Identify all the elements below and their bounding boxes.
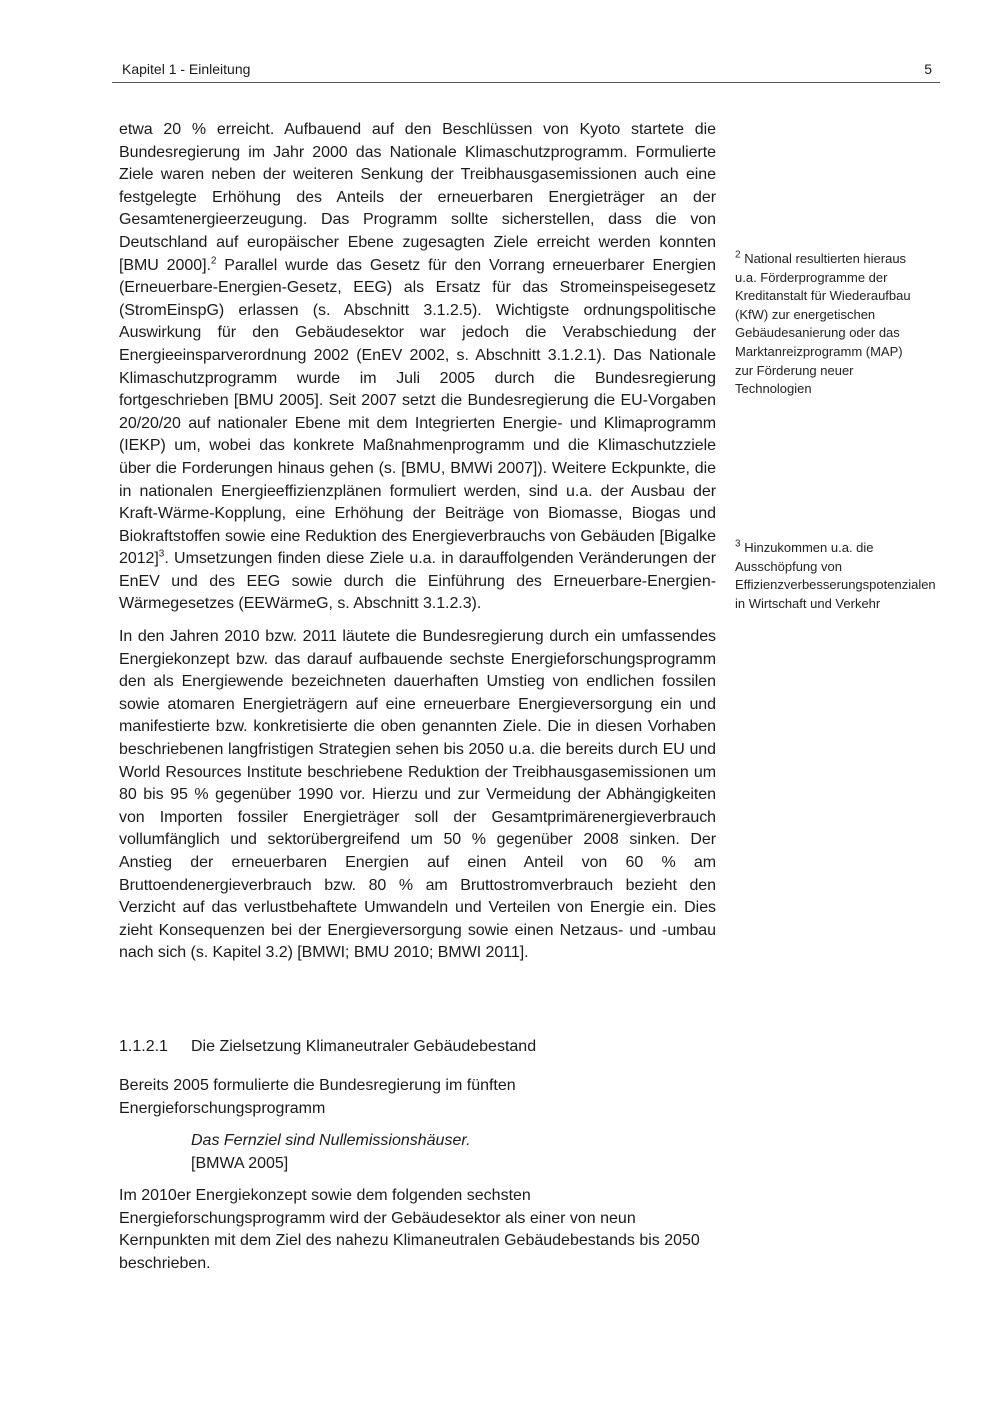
footnote-3-text: Hinzukommen u.a. die Ausschöpfung von Effizienzverbesserungspotenzialen in Wirtschaft und Verkehr [735, 540, 936, 611]
quote-text: Das Fernziel sind Nullemissionshäuser. [191, 1132, 471, 1149]
page-header [112, 60, 940, 84]
footnote-ref-2[interactable]: 2 [210, 255, 217, 267]
page-number: 5 [924, 61, 932, 77]
header-divider [112, 82, 940, 83]
footnote-ref-3[interactable]: 3 [158, 548, 165, 560]
paragraph-3: Bereits 2005 formulierte die Bundesregierung im fünften Energieforschungsprogramm [119, 1077, 516, 1117]
footnote-3-mark: 3 [735, 538, 741, 550]
paragraph-1-part-b: Parallel wurde das Gesetz für den Vorrang erneuerbarer Energien (Erneuerbare-Energien-Gesetz, EEG) als Ersatz für das Stromeinspeisegesetz (StromEinspG) erlassen (s. Abschnitt 3.1.2.5). Wichtigste ordnungspolitische Auswirkung für den Gebäudesektor war jedoch die Verabschiedung der Energieeinsparverordnung 2002 (EnEV 2002, s. Abschnitt 3.1.2.1). Das Nationale Klimaschutzprogramm wurde im Juli 2005 durch die Bundesregierung fortgeschrieben [BMU 2005]. Seit 2007 setzt die Bundesregierung die EU-Vorgaben 20/20/20 auf nationaler Ebene mit dem Integrierten Energie- und Klimaprogramm (IEKP) um, wobei das konkrete Maßnahmenprogramm und die Klimaschutzziele über die Forderungen hinaus gehen (s. [BMU, BMWi 2007]). Weitere Eckpunkte, die in nationalen Energieeffizienzplänen formuliert werden, sind u.a. der Ausbau der Kraft-Wärme-Kopplung, eine Erhöhung der Beiträge von Biomasse, Biogas und Biokraftstoffen sowie eine Reduktion des Energieverbrauchs von Gebäuden [Bigalke 2012] [119, 256, 716, 568]
footnote-3 [735, 538, 936, 613]
paragraph-1-part-c: . Umsetzungen finden diese Ziele u.a. in darauffolgenden Veränderungen der EnEV und des EEG sowie durch die Einführung des Erneuerbare-Energien-Wärmegesetzes (EEWärmeG, s. Abschnitt 3.1.2.3). [119, 550, 716, 613]
block-quote [191, 1130, 471, 1175]
quote-source: [BMWA 2005] [191, 1154, 289, 1172]
section-heading [119, 1036, 536, 1059]
footnote-2-text: National resultierten hieraus u.a. Förderprogramme der Kreditanstalt für Wiederaufbau (KfW) zur energetischen Gebäudesanierung oder das Marktanreizprogramm (MAP) zur Förderung neuer Technologien [735, 251, 911, 397]
main-text [119, 119, 716, 965]
paragraph-4: Im 2010er Energiekonzept sowie dem folgenden sechsten Energieforschungsprogramm wird der Gebäudesektor als einer von neun Kernpunkten mit dem Ziel des nahezu Klimaneutralen Gebäudebestands bis 2050 beschrieben. [119, 1187, 700, 1272]
paragraph-2: In den Jahren 2010 bzw. 2011 läutete die Bundesregierung durch ein umfassendes Energiekonzept bzw. das darauf aufbauende sechste Energieforschungsprogramm den als Energiewende bezeichneten dauerhaften Umstieg von endlichen fossilen sowie atomaren Energieträgern auf eine erneuerbare Energieversorgung ein und manifestierte bzw. konkretisierte die oben genannten Ziele. Die in diesen Vorhaben beschriebenen langfristigen Strategien sehen bis 2050 u.a. die bereits durch EU und World Resources Institute beschriebene Reduktion der Treibhausgasemissionen um 80 bis 95 % gegenüber 1990 vor. Hierzu und zur Vermeidung der Abhängigkeiten von Importen fossiler Energieträger soll der Gesamtprimärenergieverbrauch vollumfänglich und sektorübergreifend um 50 % gegenüber 2008 sinken. Der Anstieg der erneuerbaren Energien auf einen Anteil von 60 % am Bruttoendenergieverbrauch bzw. 80 % am Bruttostromverbrauch bezieht den Verzicht auf das verlustbehaftete Umwandeln und Verteilen von Energie ein. Dies zieht Konsequenzen bei der Energieversorgung sowie einen Netzaus- und -umbau nach sich (s. Kapitel 3.2) [BMWI; BMU 2010; BMWI 2011]. [119, 628, 716, 962]
paragraph-1-part-a: etwa 20 % erreicht. Aufbauend auf den Beschlüssen von Kyoto startete die Bundesregierung im Jahr 2000 das Nationale Klimaschutzprogramm. Formulierte Ziele waren neben der weiteren Senkung der Treibhausgasemissionen auch eine festgelegte Erhöhung des Anteils der erneuerbaren Energieträger an der Gesamtenergieerzeugung. Das Programm sollte sicherstellen, dass die von Deutschland auf europäischer Ebene zugesagten Ziele erreicht werden konnten [BMU 2000]. [119, 121, 716, 274]
section-number: 1.1.2.1 [119, 1038, 168, 1055]
section-title: Die Zielsetzung Klimaneutraler Gebäudebestand [191, 1038, 537, 1055]
chapter-title: Kapitel 1 - Einleitung [122, 61, 251, 77]
paragraph-1 [119, 119, 716, 616]
footnote-2-mark: 2 [735, 249, 741, 261]
footnote-2 [735, 250, 923, 399]
